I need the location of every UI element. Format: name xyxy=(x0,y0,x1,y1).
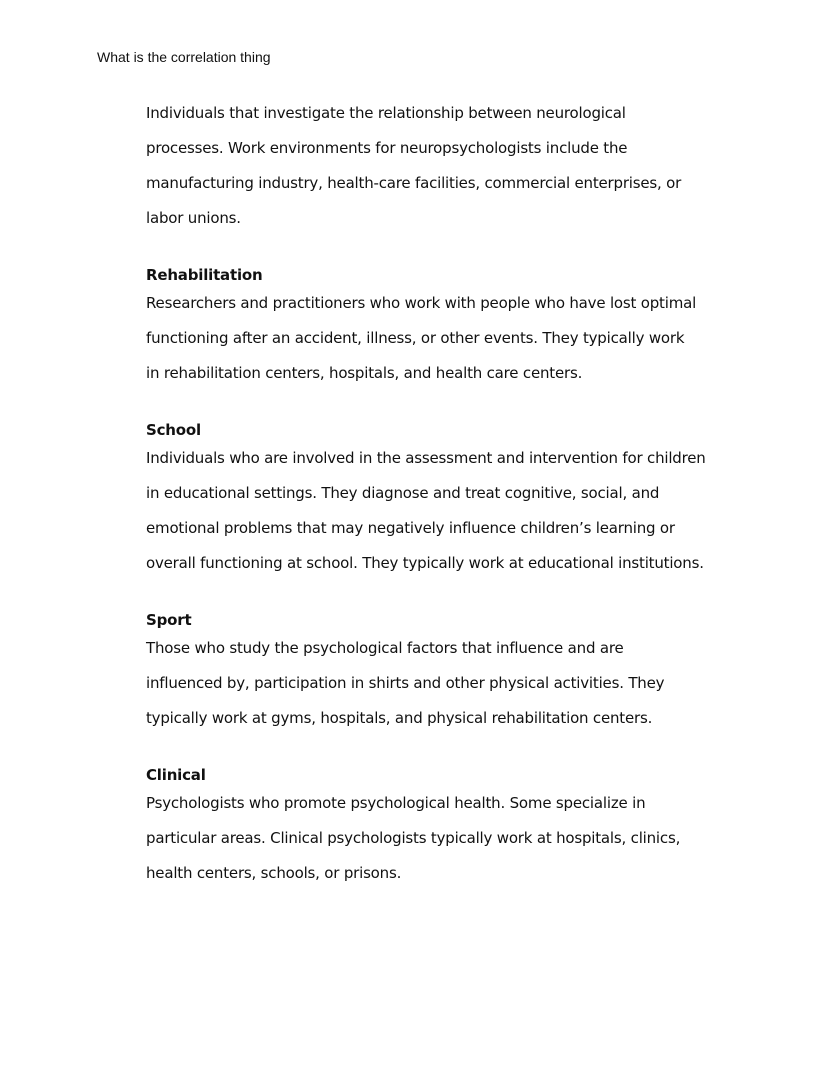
paragraph-line: labor unions. xyxy=(146,209,241,227)
section-paragraph xyxy=(146,286,746,391)
paragraph-line: health centers, schools, or prisons. xyxy=(146,864,402,882)
paragraph-line: Individuals that investigate the relationship between neurological xyxy=(146,104,626,122)
paragraph-line: in rehabilitation centers, hospitals, and health care centers. xyxy=(146,364,583,382)
intro-paragraph xyxy=(146,96,746,236)
section-clinical xyxy=(146,764,746,891)
paragraph-line: particular areas. Clinical psychologists typically work at hospitals, clinics, xyxy=(146,829,681,847)
section-sport xyxy=(146,609,746,736)
paragraph-line: functioning after an accident, illness, or other events. They typically work xyxy=(146,329,685,347)
paragraph-line: typically work at gyms, hospitals, and physical rehabilitation centers. xyxy=(146,709,653,727)
page-header: What is the correlation thing xyxy=(97,49,271,65)
section-paragraph xyxy=(146,786,746,891)
paragraph-line: Psychologists who promote psychological health. Some specialize in xyxy=(146,794,646,812)
paragraph-line: emotional problems that may negatively influence children’s learning or xyxy=(146,519,675,537)
section-school xyxy=(146,419,746,581)
section-heading: Clinical xyxy=(146,766,206,784)
section-heading: Rehabilitation xyxy=(146,266,263,284)
paragraph-line: Those who study the psychological factors that influence and are xyxy=(146,639,624,657)
section-paragraph xyxy=(146,631,746,736)
paragraph-line: overall functioning at school. They typically work at educational institutions. xyxy=(146,554,704,572)
paragraph-line: influenced by, participation in shirts and other physical activities. They xyxy=(146,674,665,692)
section-heading: School xyxy=(146,421,201,439)
document-body xyxy=(146,96,746,891)
paragraph-line: processes. Work environments for neuropsychologists include the xyxy=(146,139,628,157)
section-rehabilitation xyxy=(146,264,746,391)
paragraph-line: Researchers and practitioners who work with people who have lost optimal xyxy=(146,294,697,312)
paragraph-line: in educational settings. They diagnose and treat cognitive, social, and xyxy=(146,484,660,502)
section-heading: Sport xyxy=(146,611,192,629)
paragraph-line: Individuals who are involved in the assessment and intervention for children xyxy=(146,449,706,467)
paragraph-line: manufacturing industry, health-care facilities, commercial enterprises, or xyxy=(146,174,682,192)
section-paragraph xyxy=(146,441,746,581)
